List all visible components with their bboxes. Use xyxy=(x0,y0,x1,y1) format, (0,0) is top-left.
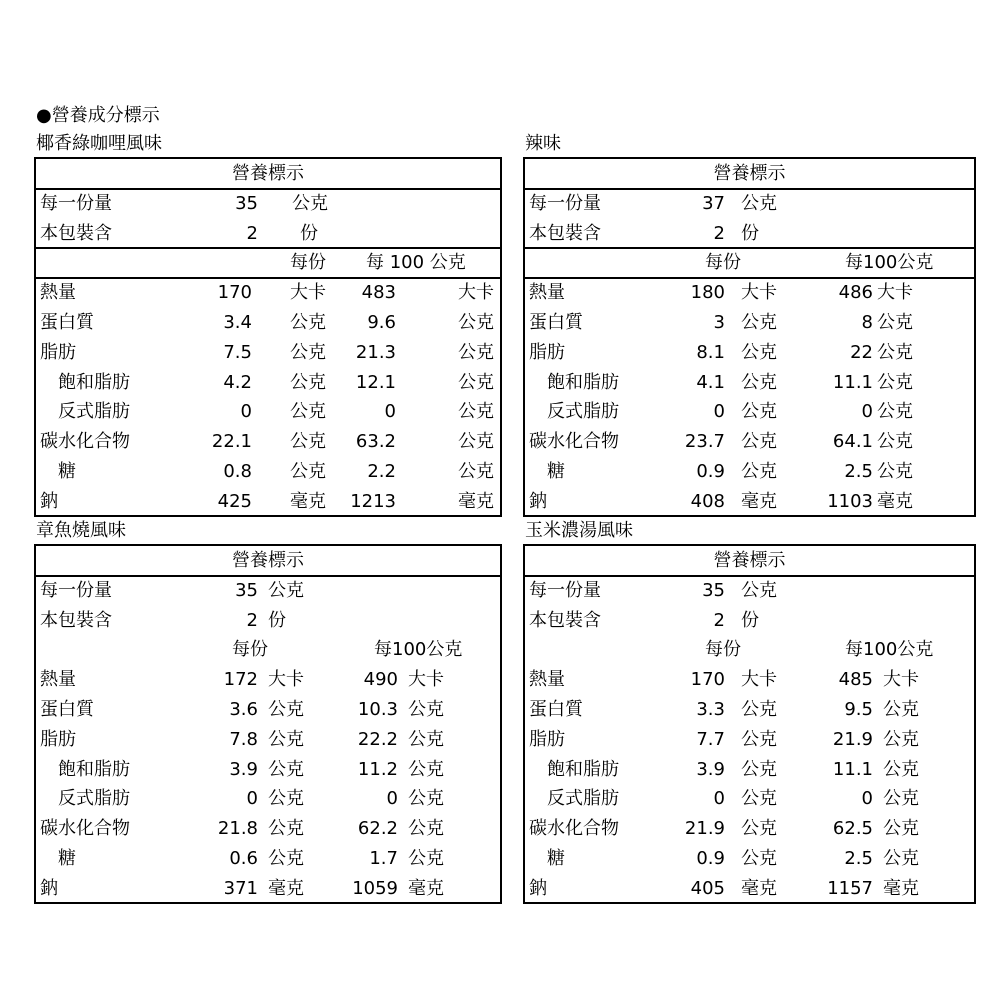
serving-size-unit: 公克 xyxy=(292,192,328,214)
servings-label: 本包裝含 xyxy=(40,222,112,244)
nutrient-row xyxy=(36,874,500,904)
per-100g-value: 490 xyxy=(363,669,398,691)
nutrient-row xyxy=(36,487,500,517)
flavor-title: 椰香綠咖哩風味 xyxy=(36,133,162,154)
nutrient-name: 碳水化合物 xyxy=(529,818,619,840)
per-serving-value: 4.1 xyxy=(696,371,725,393)
page-heading: ●營養成分標示 xyxy=(36,105,160,126)
per-serving-value: 7.8 xyxy=(229,728,258,750)
column-header-per-serving: 每份 xyxy=(290,252,326,274)
nutrient-row xyxy=(525,457,974,487)
nutrient-name: 蛋白質 xyxy=(40,699,94,720)
per-serving-unit: 公克 xyxy=(268,788,304,810)
serving-size-label: 每一份量 xyxy=(40,579,112,601)
per-100g-value: 22.2 xyxy=(357,728,398,750)
nutrient-row xyxy=(36,427,500,457)
per-serving-unit: 毫克 xyxy=(290,490,326,512)
per-serving-value: 425 xyxy=(217,490,252,512)
per-serving-unit: 大卡 xyxy=(268,669,304,691)
nutrient-row xyxy=(525,755,974,785)
per-100g-value: 21.9 xyxy=(832,728,873,750)
column-header-per-serving: 每份 xyxy=(705,639,741,661)
nutrient-row xyxy=(525,725,974,755)
per-100g-value: 1213 xyxy=(350,490,396,512)
per-serving-unit: 毫克 xyxy=(741,490,777,512)
per-serving-value: 3 xyxy=(713,312,725,333)
per-serving-unit: 大卡 xyxy=(741,669,777,691)
per-serving-value: 170 xyxy=(690,669,725,691)
servings-label: 本包裝含 xyxy=(40,609,112,631)
per-serving-value: 21.8 xyxy=(217,818,258,840)
per-100g-unit: 公克 xyxy=(883,848,919,869)
per-100g-unit: 公克 xyxy=(883,788,919,810)
nutrition-panel xyxy=(34,544,502,904)
per-serving-value: 0 xyxy=(713,788,725,810)
nutrient-name: 反式脂肪 xyxy=(58,401,130,423)
nutrient-row xyxy=(36,814,500,844)
per-100g-unit: 毫克 xyxy=(883,877,919,899)
per-serving-value: 21.9 xyxy=(684,818,725,840)
flavor-title: 玉米濃湯風味 xyxy=(525,520,633,541)
per-serving-unit: 毫克 xyxy=(741,877,777,899)
nutrient-row xyxy=(525,695,974,725)
per-serving-value: 408 xyxy=(690,490,725,512)
per-100g-value: 11.2 xyxy=(357,758,398,780)
nutrient-row xyxy=(36,844,500,874)
per-100g-unit: 大卡 xyxy=(883,669,919,691)
per-100g-unit: 公克 xyxy=(877,431,913,453)
per-serving-value: 8.1 xyxy=(696,341,725,363)
per-serving-unit: 公克 xyxy=(741,461,777,482)
servings-value: 2 xyxy=(246,609,258,631)
per-100g-value: 21.3 xyxy=(355,341,396,363)
column-header-per-100g: 每100公克 xyxy=(845,252,934,274)
per-100g-unit: 公克 xyxy=(877,312,913,333)
panel-title-row xyxy=(36,546,500,576)
serving-size-unit: 公克 xyxy=(268,579,304,601)
nutrient-row xyxy=(525,308,974,338)
nutrient-row xyxy=(525,278,974,308)
per-100g-value: 1103 xyxy=(827,490,873,512)
per-serving-value: 7.5 xyxy=(223,341,252,363)
nutrient-row xyxy=(525,784,974,814)
nutrient-row xyxy=(36,755,500,785)
nutrition-table-title: 營養標示 xyxy=(713,550,786,571)
per-serving-unit: 公克 xyxy=(268,848,304,869)
per-serving-unit: 公克 xyxy=(290,401,326,423)
per-100g-unit: 公克 xyxy=(877,461,913,482)
per-100g-unit: 公克 xyxy=(408,699,444,720)
per-100g-value: 1157 xyxy=(827,877,873,899)
nutrition-table-title: 營養標示 xyxy=(232,163,304,184)
column-header-per-100g: 每100公克 xyxy=(374,639,463,661)
per-serving-unit: 公克 xyxy=(741,699,777,720)
nutrient-row xyxy=(525,814,974,844)
per-serving-value: 3.3 xyxy=(696,699,725,720)
per-serving-unit: 公克 xyxy=(741,312,777,333)
nutrient-name: 熱量 xyxy=(529,282,565,304)
per-100g-value: 63.2 xyxy=(355,431,396,453)
per-100g-value: 62.2 xyxy=(357,818,398,840)
column-header-row xyxy=(525,248,974,278)
per-100g-value: 0 xyxy=(386,788,398,810)
per-100g-unit: 公克 xyxy=(408,758,444,780)
per-serving-value: 3.6 xyxy=(229,699,258,720)
per-serving-unit: 公克 xyxy=(741,758,777,780)
per-100g-unit: 公克 xyxy=(458,371,494,393)
nutrient-row xyxy=(525,427,974,457)
per-100g-unit: 公克 xyxy=(408,818,444,840)
serving-size-label: 每一份量 xyxy=(40,192,112,214)
column-header-per-serving: 每份 xyxy=(705,252,741,274)
per-100g-value: 62.5 xyxy=(832,818,873,840)
per-serving-value: 3.4 xyxy=(223,312,252,333)
per-serving-value: 170 xyxy=(217,282,252,304)
per-serving-unit: 大卡 xyxy=(290,282,326,304)
per-serving-value: 172 xyxy=(223,669,258,691)
per-serving-unit: 公克 xyxy=(741,728,777,750)
nutrient-name: 鈉 xyxy=(529,877,547,899)
per-serving-value: 180 xyxy=(690,282,725,304)
column-header-row xyxy=(36,248,500,278)
servings-row xyxy=(36,219,500,249)
nutrient-row xyxy=(36,397,500,427)
per-serving-unit: 大卡 xyxy=(741,282,777,304)
servings-label: 本包裝含 xyxy=(529,609,601,631)
per-100g-unit: 公克 xyxy=(408,728,444,750)
per-100g-value: 1059 xyxy=(352,877,398,899)
per-100g-value: 9.5 xyxy=(844,699,873,720)
per-serving-unit: 公克 xyxy=(741,818,777,840)
per-100g-value: 12.1 xyxy=(355,371,396,393)
servings-unit: 份 xyxy=(300,222,318,244)
nutrient-row xyxy=(36,278,500,308)
per-100g-value: 0 xyxy=(861,788,873,810)
nutrition-panel xyxy=(523,157,976,517)
serving-size-value: 35 xyxy=(235,579,258,601)
nutrient-row xyxy=(525,368,974,398)
per-serving-value: 22.1 xyxy=(211,431,252,453)
nutrient-name: 飽和脂肪 xyxy=(58,371,130,393)
per-100g-value: 64.1 xyxy=(832,431,873,453)
serving-size-value: 35 xyxy=(235,192,258,214)
serving-size-value: 35 xyxy=(702,579,725,601)
servings-unit: 份 xyxy=(741,609,759,631)
per-100g-value: 1.7 xyxy=(369,848,398,869)
per-serving-unit: 公克 xyxy=(290,341,326,363)
per-100g-value: 11.1 xyxy=(832,371,873,393)
servings-label: 本包裝含 xyxy=(529,222,601,244)
nutrient-row xyxy=(525,874,974,904)
nutrition-table-title: 營養標示 xyxy=(232,550,304,571)
per-serving-unit: 公克 xyxy=(741,848,777,869)
per-serving-unit: 公克 xyxy=(268,699,304,720)
per-100g-value: 0 xyxy=(861,401,873,423)
nutrient-name: 脂肪 xyxy=(40,728,76,750)
per-100g-value: 2.5 xyxy=(844,848,873,869)
nutrient-row xyxy=(525,397,974,427)
per-serving-value: 371 xyxy=(223,877,258,899)
per-serving-value: 23.7 xyxy=(684,431,725,453)
serving-size-row xyxy=(36,576,500,606)
nutrition-panel xyxy=(523,544,976,904)
per-serving-value: 7.7 xyxy=(696,728,725,750)
nutrient-row xyxy=(36,338,500,368)
per-100g-unit: 公克 xyxy=(408,788,444,810)
nutrient-row xyxy=(36,457,500,487)
per-100g-unit: 毫克 xyxy=(408,877,444,899)
nutrient-name: 脂肪 xyxy=(40,341,76,363)
servings-value: 2 xyxy=(713,609,725,631)
per-serving-unit: 公克 xyxy=(268,728,304,750)
nutrient-name: 脂肪 xyxy=(529,341,565,363)
nutrient-name: 糖 xyxy=(547,848,565,869)
nutrient-row xyxy=(525,665,974,695)
per-serving-unit: 公克 xyxy=(741,431,777,453)
per-serving-unit: 公克 xyxy=(290,312,326,333)
per-100g-unit: 大卡 xyxy=(877,282,913,304)
nutrient-name: 蛋白質 xyxy=(529,699,583,720)
serving-size-label: 每一份量 xyxy=(529,192,601,214)
nutrient-name: 碳水化合物 xyxy=(40,818,130,840)
per-100g-value: 22 xyxy=(850,341,873,363)
per-100g-unit: 公克 xyxy=(458,341,494,363)
per-100g-value: 11.1 xyxy=(832,758,873,780)
per-serving-value: 0.9 xyxy=(696,461,725,482)
per-100g-unit: 大卡 xyxy=(458,282,494,304)
panel-title-row xyxy=(525,159,974,189)
per-100g-unit: 公克 xyxy=(458,401,494,423)
per-serving-value: 405 xyxy=(690,877,725,899)
nutrient-row xyxy=(36,725,500,755)
column-header-per-serving: 每份 xyxy=(232,639,268,661)
nutrient-name: 糖 xyxy=(58,461,76,482)
serving-size-row xyxy=(36,189,500,219)
nutrient-row xyxy=(36,665,500,695)
per-100g-value: 486 xyxy=(838,282,873,304)
per-serving-value: 3.9 xyxy=(696,758,725,780)
per-100g-unit: 公克 xyxy=(883,758,919,780)
nutrient-name: 碳水化合物 xyxy=(529,431,619,453)
per-100g-unit: 毫克 xyxy=(877,490,913,512)
per-serving-unit: 毫克 xyxy=(268,877,304,899)
per-100g-unit: 公克 xyxy=(458,461,494,482)
per-100g-unit: 公克 xyxy=(883,699,919,720)
nutrient-name: 脂肪 xyxy=(529,728,565,750)
nutrient-row xyxy=(36,784,500,814)
per-serving-unit: 公克 xyxy=(290,461,326,482)
nutrition-table-title: 營養標示 xyxy=(713,163,786,184)
nutrient-name: 飽和脂肪 xyxy=(58,758,130,780)
servings-row xyxy=(525,219,974,249)
per-100g-value: 10.3 xyxy=(357,699,398,720)
panel-title-row xyxy=(36,159,500,189)
per-100g-unit: 公克 xyxy=(877,371,913,393)
per-serving-value: 0.9 xyxy=(696,848,725,869)
nutrient-name: 鈉 xyxy=(529,490,547,512)
nutrient-name: 蛋白質 xyxy=(529,312,583,333)
servings-row xyxy=(36,606,500,636)
per-serving-value: 0.8 xyxy=(223,461,252,482)
per-100g-value: 8 xyxy=(861,312,873,333)
per-100g-unit: 公克 xyxy=(408,848,444,869)
panel-title-row xyxy=(525,546,974,576)
per-100g-unit: 大卡 xyxy=(408,669,444,691)
per-serving-unit: 公克 xyxy=(741,371,777,393)
servings-unit: 份 xyxy=(268,609,286,631)
per-100g-unit: 公克 xyxy=(877,341,913,363)
serving-size-row xyxy=(525,576,974,606)
per-100g-unit: 公克 xyxy=(883,728,919,750)
serving-size-value: 37 xyxy=(702,192,725,214)
per-serving-unit: 公克 xyxy=(741,401,777,423)
nutrition-panel xyxy=(34,157,502,517)
flavor-title: 辣味 xyxy=(525,133,561,154)
serving-size-unit: 公克 xyxy=(741,579,777,601)
column-header-per-100g: 每 100 公克 xyxy=(366,252,466,274)
per-serving-unit: 公克 xyxy=(290,371,326,393)
per-100g-unit: 公克 xyxy=(877,401,913,423)
nutrient-name: 蛋白質 xyxy=(40,312,94,333)
nutrient-name: 熱量 xyxy=(40,669,76,691)
per-serving-unit: 公克 xyxy=(741,341,777,363)
per-serving-value: 0 xyxy=(713,401,725,423)
per-serving-value: 0.6 xyxy=(229,848,258,869)
serving-size-row xyxy=(525,189,974,219)
nutrient-name: 鈉 xyxy=(40,490,58,512)
column-header-row xyxy=(36,635,500,665)
column-header-row xyxy=(525,635,974,665)
nutrient-name: 反式脂肪 xyxy=(547,401,619,423)
flavor-title: 章魚燒風味 xyxy=(36,520,126,541)
per-100g-value: 0 xyxy=(384,401,396,423)
nutrient-name: 鈉 xyxy=(40,877,58,899)
per-100g-value: 2.2 xyxy=(367,461,396,482)
servings-value: 2 xyxy=(246,222,258,244)
per-serving-value: 0 xyxy=(246,788,258,810)
nutrient-name: 熱量 xyxy=(529,669,565,691)
per-100g-unit: 公克 xyxy=(458,312,494,333)
serving-size-label: 每一份量 xyxy=(529,579,601,601)
per-100g-unit: 毫克 xyxy=(458,490,494,512)
per-100g-unit: 公克 xyxy=(458,431,494,453)
nutrient-row xyxy=(525,844,974,874)
serving-size-unit: 公克 xyxy=(741,192,777,214)
per-serving-unit: 公克 xyxy=(290,431,326,453)
nutrient-row xyxy=(36,368,500,398)
nutrient-name: 碳水化合物 xyxy=(40,431,130,453)
per-100g-unit: 公克 xyxy=(883,818,919,840)
per-serving-value: 3.9 xyxy=(229,758,258,780)
per-serving-unit: 公克 xyxy=(741,788,777,810)
nutrient-name: 飽和脂肪 xyxy=(547,371,619,393)
per-serving-unit: 公克 xyxy=(268,758,304,780)
servings-value: 2 xyxy=(713,222,725,244)
nutrient-row xyxy=(36,695,500,725)
nutrient-name: 糖 xyxy=(58,848,76,869)
servings-row xyxy=(525,606,974,636)
per-serving-value: 0 xyxy=(240,401,252,423)
nutrient-name: 糖 xyxy=(547,461,565,482)
per-serving-unit: 公克 xyxy=(268,818,304,840)
nutrient-row xyxy=(36,308,500,338)
nutrient-name: 熱量 xyxy=(40,282,76,304)
column-header-per-100g: 每100公克 xyxy=(845,639,934,661)
nutrient-name: 反式脂肪 xyxy=(547,788,619,810)
per-100g-value: 485 xyxy=(838,669,873,691)
nutrient-row xyxy=(525,338,974,368)
per-100g-value: 2.5 xyxy=(844,461,873,482)
per-serving-value: 4.2 xyxy=(223,371,252,393)
per-100g-value: 483 xyxy=(361,282,396,304)
nutrient-name: 反式脂肪 xyxy=(58,788,130,810)
nutrient-row xyxy=(525,487,974,517)
servings-unit: 份 xyxy=(741,222,759,244)
nutrient-name: 飽和脂肪 xyxy=(547,758,619,780)
per-100g-value: 9.6 xyxy=(367,312,396,333)
